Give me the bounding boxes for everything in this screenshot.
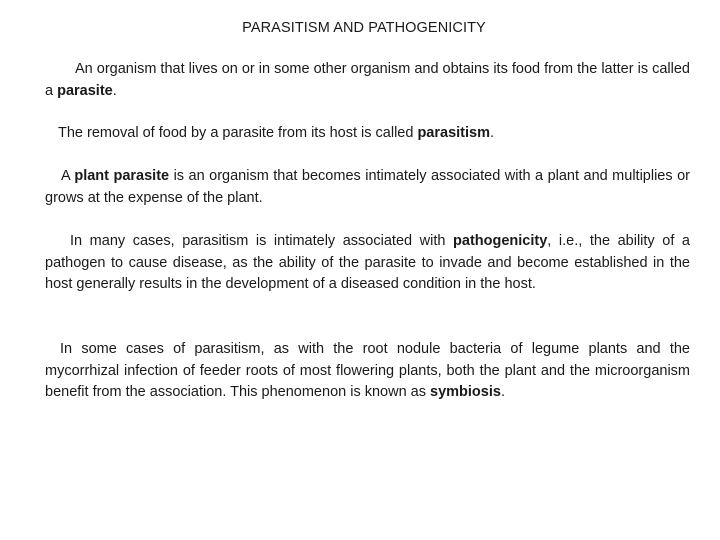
paragraph-plant-parasite-definition: [45, 166, 690, 209]
page-title: PARASITISM AND PATHOGENICITY: [242, 20, 486, 36]
term-plant-parasite: plant parasite: [74, 168, 170, 184]
term-parasite: parasite: [57, 82, 113, 99]
term-parasitism: parasitism: [417, 125, 490, 141]
paragraph-text: .: [490, 125, 495, 141]
paragraph-text: In some cases of parasitism, as with the root nodule bacteria of legume plants and the mycorrhizal infection of feeder roots of most flowering plants, both the plant and the microorganism benefit from the association. This phenomenon is known as: [45, 341, 690, 401]
paragraph-text: is an organism that becomes intimately associated with a plant and multiplies or grows at the expense of the plant.: [45, 168, 690, 206]
paragraph-text: .: [112, 82, 117, 99]
paragraph-text: A: [61, 168, 75, 184]
paragraph-symbiosis: [45, 339, 690, 404]
paragraph-text: , i.e., the ability of a pathogen to cause disease, as the ability of the parasite to invade and become established in the host generally results in the development of a diseased condition in the host.: [45, 233, 691, 293]
paragraph-parasitism-definition: [45, 123, 690, 145]
paragraph-parasite-definition: [45, 59, 690, 102]
term-pathogenicity: pathogenicity: [453, 233, 548, 249]
paragraph-text: An organism that lives on or in some other organism and obtains its food from the latter is called a: [45, 61, 690, 99]
paragraph-pathogenicity: [45, 231, 690, 296]
paragraph-text: The removal of food by a parasite from its host is called: [58, 125, 418, 141]
paragraph-text: .: [500, 384, 505, 401]
term-symbiosis: symbiosis: [430, 384, 501, 401]
paragraph-text: In many cases, parasitism is intimately associated with: [70, 233, 454, 249]
